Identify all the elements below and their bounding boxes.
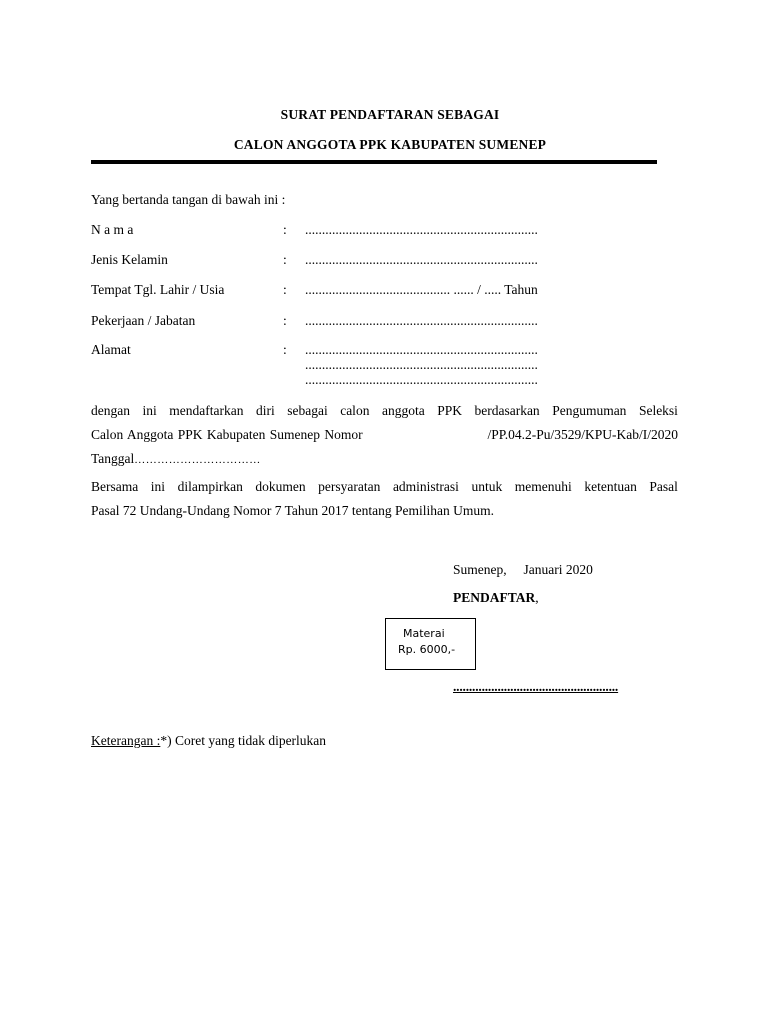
place-date-text: Sumenep, Januari 2020 <box>453 562 593 577</box>
field-colon: : <box>283 252 287 267</box>
intro-text: Yang bertanda tangan di bawah ini : <box>91 192 286 207</box>
field-label: Alamat <box>91 342 131 357</box>
field-blank: ..................................................................... <box>305 222 538 237</box>
stamp-box <box>385 618 476 670</box>
word: dokumen <box>255 479 306 494</box>
document-title-line2: CALON ANGGOTA PPK KABUPATEN SUMENEP <box>233 137 547 152</box>
field-label: Tempat Tgl. Lahir / Usia <box>91 282 225 297</box>
field-label: N a m a <box>91 222 134 237</box>
paragraph-line <box>91 475 678 499</box>
word: ketentuan <box>584 479 637 494</box>
text-segment: Calon Anggota PPK Kabupaten Sumenep Nomor <box>91 427 363 442</box>
word: administrasi <box>392 479 459 494</box>
word: sebagai <box>287 403 328 418</box>
field-blank: ..................................................................... <box>305 372 538 387</box>
paragraph-line <box>91 447 678 472</box>
field-colon: : <box>283 342 287 357</box>
word: mendaftarkan <box>169 403 244 418</box>
stamp-label: Materai <box>403 627 445 640</box>
date-blank: …………………………… <box>134 454 261 466</box>
field-colon: : <box>283 313 287 328</box>
date-label: Tanggal <box>91 451 135 466</box>
word: persyaratan <box>318 479 381 494</box>
paragraph-line <box>91 423 678 447</box>
word: berdasarkan <box>474 403 540 418</box>
word: anggota <box>381 403 425 418</box>
field-label: Jenis Kelamin <box>91 252 168 267</box>
word: Pengumuman <box>552 403 627 418</box>
field-blank: ..................................................................... <box>305 252 538 267</box>
role-text: PENDAFTAR <box>453 590 536 605</box>
signature-name-blank: .................................................... <box>453 679 619 694</box>
field-blank: ........................................... ...... / ..... Tahun <box>305 282 538 297</box>
field-colon: : <box>283 222 287 237</box>
word: dilampirkan <box>177 479 243 494</box>
signature-role <box>453 590 539 606</box>
word: Bersama <box>91 479 139 494</box>
stamp-amount: Rp. 6000,- <box>398 643 456 656</box>
paragraph-line <box>91 399 678 423</box>
word: calon <box>340 403 370 418</box>
field-colon: : <box>283 282 287 297</box>
word: memenuhi <box>514 479 572 494</box>
word: Seleksi <box>638 403 678 418</box>
note <box>91 733 326 749</box>
word: untuk <box>471 479 503 494</box>
document-title-line1: SURAT PENDAFTARAN SEBAGAI <box>280 107 500 122</box>
note-label: Keterangan : <box>91 733 161 748</box>
signature-place-date <box>453 562 593 578</box>
role-suffix: , <box>535 590 539 605</box>
field-blank: ..................................................................... <box>305 313 538 328</box>
field-blank: ..................................................................... <box>305 342 538 357</box>
paragraph-attachment <box>91 475 678 523</box>
field-label: Pekerjaan / Jabatan <box>91 313 196 328</box>
word: Pasal <box>649 479 678 494</box>
word: diri <box>255 403 275 418</box>
text-segment: /PP.04.2-Pu/3529/KPU-Kab/I/2020 <box>487 427 678 442</box>
word: dengan <box>91 403 130 418</box>
note-text: *) Coret yang tidak diperlukan <box>160 733 327 748</box>
paragraph-line: Pasal 72 Undang-Undang Nomor 7 Tahun 2017 tentang Pemilihan Umum. <box>91 503 495 518</box>
title-divider <box>91 160 657 164</box>
field-blank: ..................................................................... <box>305 357 538 372</box>
word: ini <box>150 479 166 494</box>
word: PPK <box>437 403 462 418</box>
word: ini <box>142 403 157 418</box>
paragraph-registration <box>91 399 678 472</box>
